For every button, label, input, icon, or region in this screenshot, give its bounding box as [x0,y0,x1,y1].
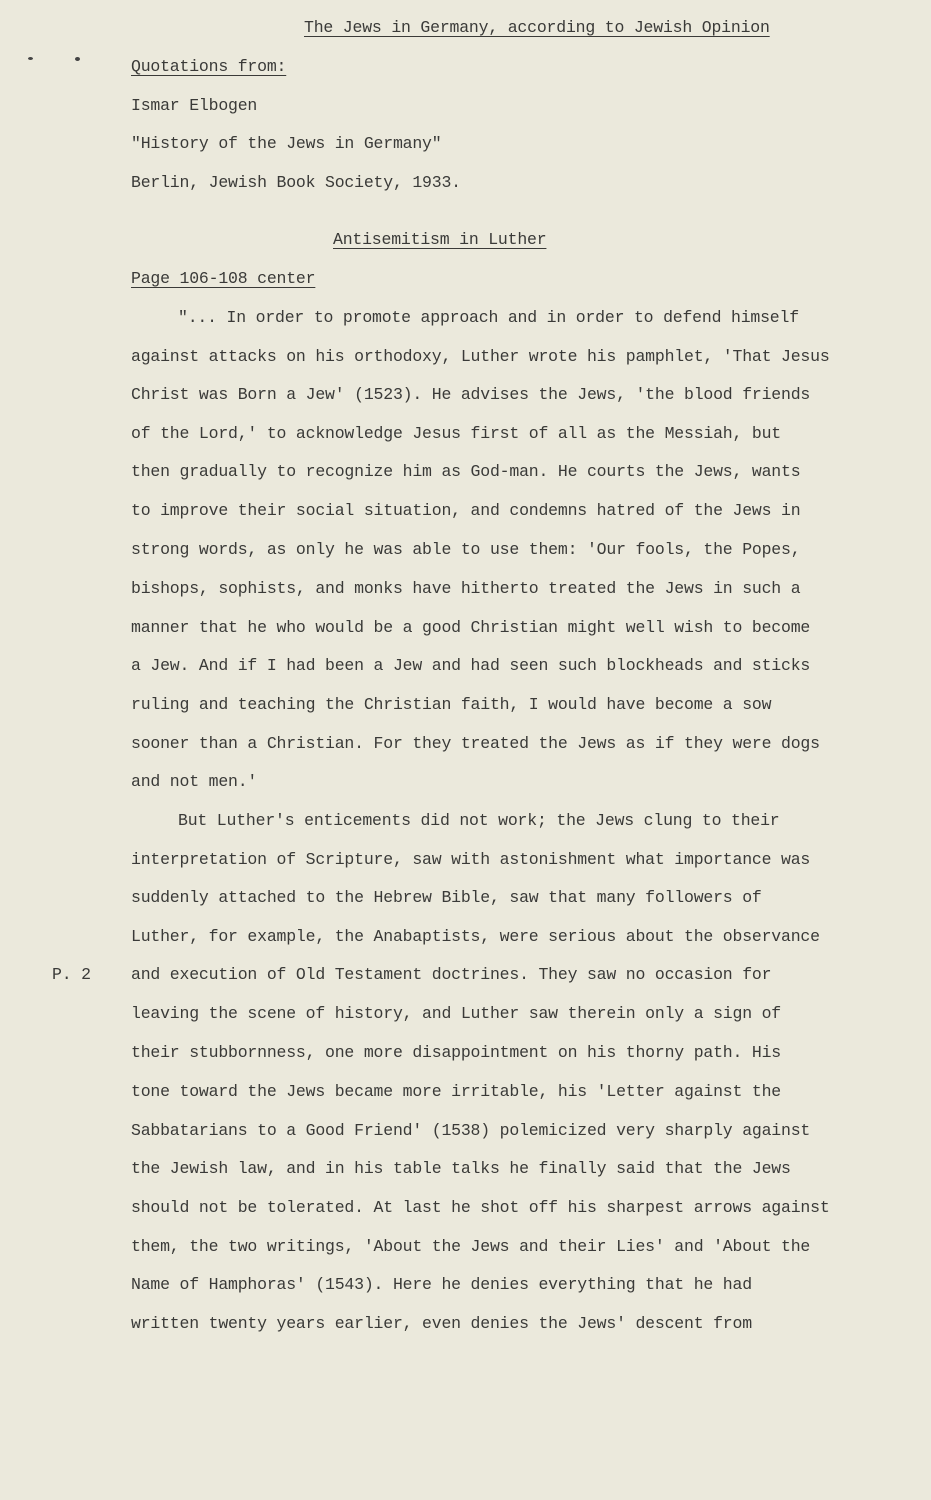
text-line: Christ was Born a Jew' (1523). He advises the Jews, 'the blood friends [131,385,811,404]
text-line: their stubbornness, one more disappointment on his thorny path. His [131,1043,782,1062]
punch-mark [75,57,80,61]
text-line: leaving the scene of history, and Luther saw therein only a sign of [131,1004,782,1023]
page-reference: Page 106-108 center [131,269,316,288]
text-line: interpretation of Scripture, saw with astonishment what importance was [131,850,811,869]
text-line: and execution of Old Testament doctrines. They saw no occasion for [131,965,772,984]
punch-mark [28,57,33,60]
text-line: and not men.' [131,772,258,791]
text-line: Luther, for example, the Anabaptists, were serious about the observance [131,927,820,946]
text-line: of the Lord,' to acknowledge Jesus first of all as the Messiah, but [131,424,782,443]
document-title: The Jews in Germany, according to Jewish Opinion [304,18,770,37]
text-line: against attacks on his orthodoxy, Luther wrote his pamphlet, 'That Jesus [131,347,830,366]
text-line: them, the two writings, 'About the Jews and their Lies' and 'About the [131,1237,811,1256]
text-line: But Luther's enticements did not work; the Jews clung to their [178,811,780,830]
section-heading: Antisemitism in Luther [333,230,547,249]
text-line: bishops, sophists, and monks have hitherto treated the Jews in such a [131,579,801,598]
text-line: ruling and teaching the Christian faith, I would have become a sow [131,695,772,714]
text-line: "... In order to promote approach and in order to defend himself [178,308,799,327]
text-line: Sabbatarians to a Good Friend' (1538) polemicized very sharply against [131,1121,811,1140]
text-line: strong words, as only he was able to use them: 'Our fools, the Popes, [131,540,801,559]
text-line: a Jew. And if I had been a Jew and had seen such blockheads and sticks [131,656,811,675]
text-line: tone toward the Jews became more irritable, his 'Letter against the [131,1082,782,1101]
text-line: written twenty years earlier, even denies the Jews' descent from [131,1314,752,1333]
text-line: suddenly attached to the Hebrew Bible, saw that many followers of [131,888,762,907]
publisher-line: Berlin, Jewish Book Society, 1933. [131,173,461,192]
text-line: to improve their social situation, and condemns hatred of the Jews in [131,501,801,520]
text-line: should not be tolerated. At last he shot off his sharpest arrows against [131,1198,830,1217]
text-line: Name of Hamphoras' (1543). Here he denies everything that he had [131,1275,752,1294]
author-name: Ismar Elbogen [131,96,258,115]
book-title: "History of the Jews in Germany" [131,134,442,153]
text-line: then gradually to recognize him as God-man. He courts the Jews, wants [131,462,801,481]
text-line: manner that he who would be a good Christian might well wish to become [131,618,811,637]
text-line: sooner than a Christian. For they treated the Jews as if they were dogs [131,734,820,753]
text-line: the Jewish law, and in his table talks he finally said that the Jews [131,1159,791,1178]
margin-note: P. 2 [52,965,91,984]
quotations-label: Quotations from: [131,57,287,76]
